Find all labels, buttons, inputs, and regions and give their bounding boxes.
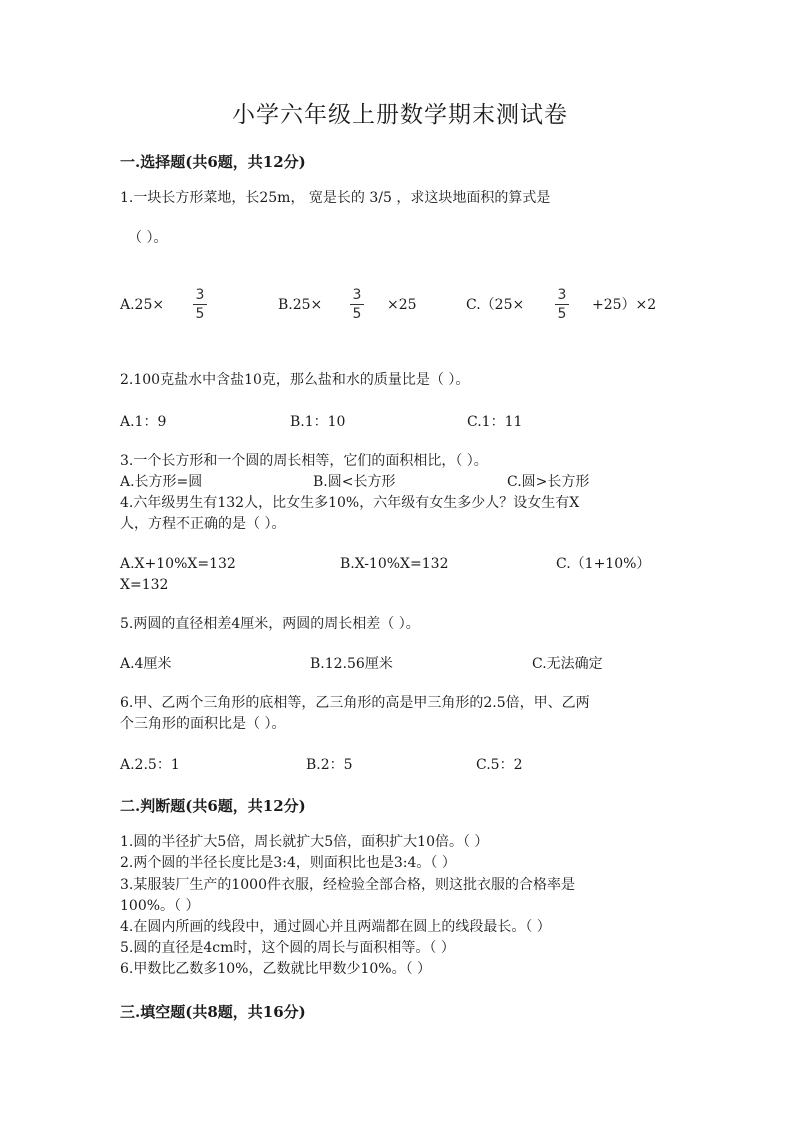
question-4-option-b: B.X-10%X=132	[340, 556, 449, 572]
question-3-option-c: C.圆>长方形	[507, 474, 590, 490]
question-5-stem: 5.两圆的直径相差4厘米，两圆的周长相差（ ）。	[120, 616, 420, 632]
question-5-option-c: C.无法确定	[532, 656, 603, 672]
fraction-bar	[193, 304, 207, 305]
question-2-stem: 2.100克盐水中含盐10克，那么盐和水的质量比是（ ）。	[120, 372, 470, 388]
question-3-option-b: B.圆<长方形	[313, 474, 396, 490]
page-title: 小学六年级上册数学期末测试卷	[232, 102, 568, 128]
question-1-option-b: B.25×	[278, 297, 323, 313]
fraction-bar	[555, 304, 569, 305]
judgement-item-1: 1.圆的半径扩大5倍，周长就扩大5倍，面积扩大10倍。（ ）	[120, 834, 489, 850]
fraction-three-fifths	[350, 288, 364, 322]
judgement-item-5: 5.圆的直径是4cm时，这个圆的周长与面积相等。（ ）	[120, 940, 455, 956]
section-header-true-false: 二.判断题(共6题，共12分)	[120, 797, 306, 815]
question-6-option-a: A.2.5：1	[120, 757, 180, 773]
fraction-three-fifths	[193, 288, 207, 322]
fraction-denominator: 5	[352, 306, 362, 322]
question-2-option-a: A.1：9	[120, 414, 167, 430]
question-4-option-c: C.（1+10%）	[556, 556, 651, 572]
section-header-multiple-choice: 一.选择题(共6题，共12分)	[120, 153, 306, 171]
question-2-option-b: B.1：10	[290, 414, 346, 430]
fraction-bar	[350, 304, 364, 305]
question-6-stem-line2: 个三角形的面积比是（ ）。	[120, 716, 286, 732]
question-1-stem-line2: （ ）。	[128, 230, 168, 246]
question-1-option-c: C.（25×	[466, 297, 525, 313]
judgement-item-2: 2.两个圆的半径长度比是3:4，则面积比也是3:4。（ ）	[120, 855, 456, 871]
question-6-stem-line1: 6.甲、乙两个三角形的底相等，乙三角形的高是甲三角形的2.5倍，甲、乙两	[120, 695, 590, 711]
judgement-item-3: 3.某服装厂生产的1000件衣服，经检验全部合格，则这批衣服的合格率是	[120, 877, 575, 893]
question-6-option-c: C.5：2	[476, 757, 523, 773]
section-header-fill-in-blank: 三.填空题(共8题，共16分)	[120, 1003, 306, 1021]
judgement-item-3-continued: 100%。（ ）	[120, 898, 200, 914]
fraction-numerator: 3	[195, 287, 205, 303]
question-3-stem: 3.一个长方形和一个圆的周长相等，它们的面积相比，（ ）。	[120, 453, 488, 469]
fraction-denominator: 5	[557, 306, 567, 322]
question-5-option-b: B.12.56厘米	[310, 656, 393, 672]
judgement-item-6: 6.甲数比乙数多10%，乙数就比甲数少10%。（ ）	[120, 961, 432, 977]
question-6-option-b: B.2：5	[306, 757, 353, 773]
question-1-option-b-suffix: ×25	[387, 297, 417, 313]
judgement-item-4: 4.在圆内所画的线段中，通过圆心并且两端都在圆上的线段最长。（ ）	[120, 919, 551, 935]
fraction-numerator: 3	[352, 287, 362, 303]
question-5-option-a: A.4厘米	[120, 656, 172, 672]
fraction-denominator: 5	[195, 306, 205, 322]
question-2-option-c: C.1：11	[467, 414, 523, 430]
question-1-option-a: A.25×	[120, 297, 165, 313]
fraction-numerator: 3	[557, 287, 567, 303]
question-4-stem-line2: 人，方程不正确的是（ ）。	[120, 516, 286, 532]
question-3-option-a: A.长方形=圆	[120, 474, 203, 490]
question-4-option-c-continued: X=132	[120, 577, 169, 593]
fraction-three-fifths	[555, 288, 569, 322]
question-1-option-c-suffix: +25）×2	[592, 297, 657, 313]
question-4-option-a: A.X+10%X=132	[120, 556, 236, 572]
question-4-stem-line1: 4.六年级男生有132人，比女生多10%，六年级有女生多少人？设女生有X	[120, 495, 580, 511]
question-1-stem-line1: 1.一块长方形菜地，长25m， 宽是长的 3/5 ，求这块地面积的算式是	[120, 190, 551, 206]
